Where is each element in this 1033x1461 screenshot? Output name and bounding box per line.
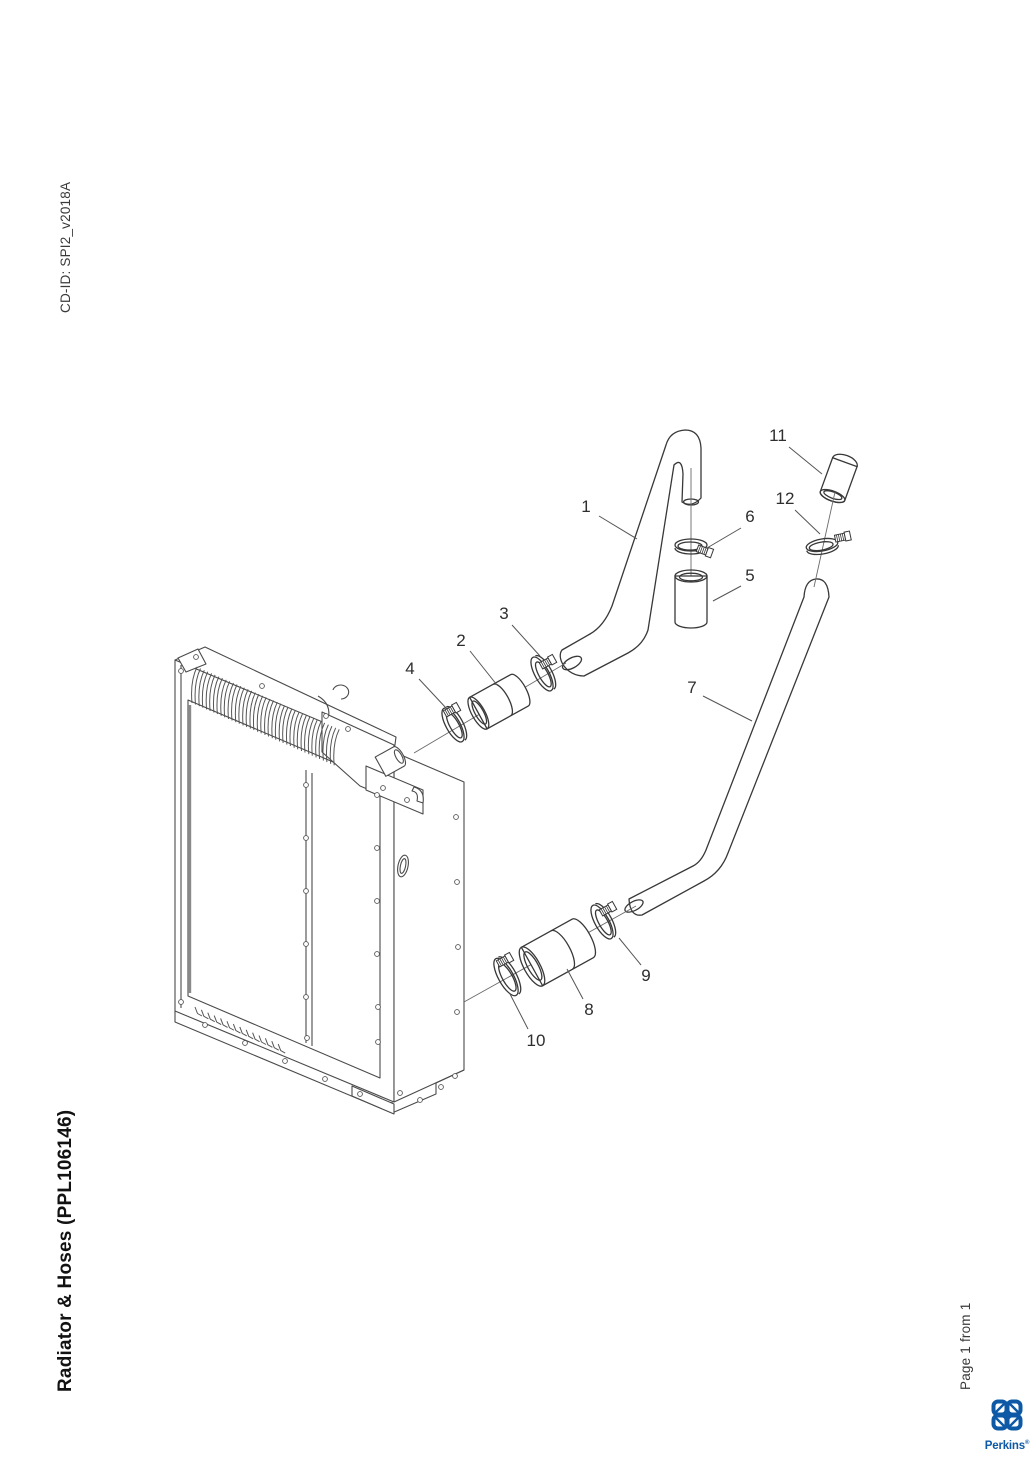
leader-line — [789, 447, 822, 474]
leader-line — [713, 586, 741, 601]
perkins-logo — [980, 1398, 1033, 1452]
radiator — [175, 647, 464, 1114]
part-blanking-cap-11 — [819, 451, 860, 505]
leader-line — [567, 969, 583, 999]
part-hose-7 — [623, 579, 829, 915]
part-connector-sleeve-5 — [675, 570, 707, 628]
leader-line — [619, 938, 641, 965]
leader-line — [703, 696, 752, 721]
callout-9: 9 — [641, 966, 651, 985]
leader-line — [419, 679, 447, 709]
leader-line — [707, 528, 741, 548]
callout-1: 1 — [581, 497, 591, 516]
leader-line — [795, 510, 820, 534]
callout-12: 12 — [775, 489, 795, 508]
part-hose-clamp-9 — [587, 901, 620, 942]
perkins-logo-mark — [985, 1398, 1029, 1434]
callout-3: 3 — [499, 604, 509, 623]
part-connector-sleeve-2 — [464, 671, 534, 732]
document-title: Radiator & Hoses (PPL106146) — [55, 1109, 76, 1392]
callout-10: 10 — [526, 1031, 546, 1050]
perkins-logo-text: Perkins® — [984, 1440, 1030, 1452]
cd-id-text: CD-ID: SPI2_v2018A — [58, 181, 73, 313]
part-hose-clamp-6 — [675, 539, 714, 558]
page-indicator: Page 1 from 1 — [958, 1302, 973, 1390]
callout-8: 8 — [584, 1000, 594, 1019]
part-hose-clamp-3 — [527, 653, 560, 694]
leader-line — [599, 516, 637, 539]
leader-line — [512, 625, 540, 656]
part-connector-sleeve-8 — [514, 915, 600, 989]
callout-6: 6 — [745, 507, 755, 526]
callout-7: 7 — [687, 678, 697, 697]
callout-4: 4 — [405, 659, 415, 678]
leader-line — [510, 994, 528, 1029]
leader-line — [470, 651, 497, 685]
callout-5: 5 — [745, 566, 755, 585]
callout-11: 11 — [769, 426, 787, 445]
part-hose-clamp-12 — [805, 531, 851, 557]
callout-2: 2 — [456, 631, 466, 650]
part-hose-clamp-4 — [438, 702, 471, 745]
